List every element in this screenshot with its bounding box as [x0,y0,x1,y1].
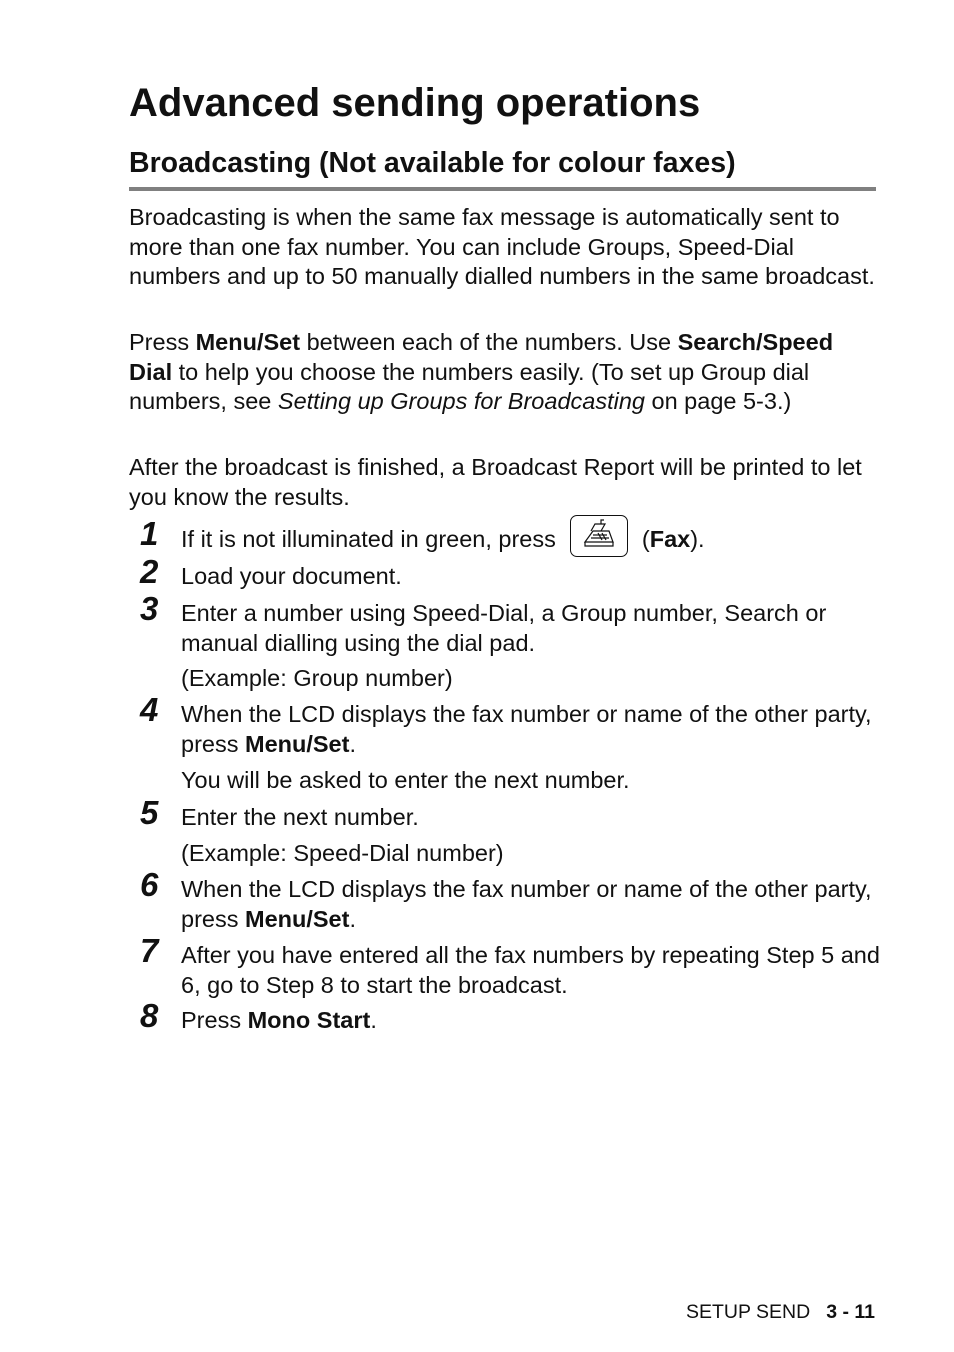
step-text: Enter the next number. [181,804,419,830]
section-title: Broadcasting (Not available for colour faxes) [129,147,736,179]
text-run: on page 5-3.) [644,388,792,414]
section-divider [129,187,876,191]
step-number: 8 [140,997,159,1034]
step-text [181,875,881,934]
step-number: 2 [140,553,159,590]
fax-key-label: Fax [649,526,691,553]
step-text [181,700,881,759]
report-paragraph: After the broadcast is finished, a Broadcast Report will be printed to let you know the results. [129,454,862,510]
step-text [181,1006,881,1036]
step-text: Enter a number using Speed-Dial, a Group number, Search or manual dialling using the dial pad. [181,600,827,656]
step-number: 5 [140,794,159,831]
page-number: 3 - 11 [826,1301,875,1323]
mono-start-key-label: Mono Start [247,1007,371,1033]
step-number: 6 [140,866,159,903]
step-number: 3 [140,590,159,627]
step-note: (Example: Group number) [181,665,453,691]
text-run: . [349,905,356,932]
step-text: After you have entered all the fax numbers by repeating Step 5 and 6, go to Step 8 to start the broadcast. [181,942,880,998]
menu-set-paragraph [129,328,879,417]
text-run: . [349,730,356,757]
text-run: between each of the numbers. Use [300,329,678,355]
step-note: (Example: Speed-Dial number) [181,840,504,866]
page-title: Advanced sending operations [129,81,701,125]
menu-set-key-label: Menu/Set [245,905,350,932]
step-text: Load your document. [181,563,402,589]
page-footer [686,1299,875,1325]
search-speed-dial-key-label: Search/Speed Dial [129,329,834,385]
step-text [181,525,881,557]
text-run: When the LCD displays the fax number or name of the other party, press [181,876,872,932]
step-note: You will be asked to enter the next number. [181,767,630,793]
text-run: . [370,1007,377,1033]
footer-section: SETUP SEND [685,1301,811,1323]
step-number: 4 [140,691,159,728]
step-number: 1 [140,515,159,552]
text-run: ( [641,526,650,553]
step-number: 7 [140,932,159,969]
menu-set-key-label: Menu/Set [245,730,350,757]
text-run: If it is not illuminated in green, press [181,526,556,553]
text-run: When the LCD displays the fax number or name of the other party, press [181,701,872,757]
text-run: Press [129,329,196,355]
text-run: to help you choose the numbers easily. (To set up Group dial numbers, see [129,358,810,414]
text-run: ). [690,526,705,553]
fax-machine-icon [570,515,628,557]
menu-set-key-label: Menu/Set [195,329,301,355]
text-run: Press [181,1007,248,1033]
intro-paragraph: Broadcasting is when the same fax message is automatically sent to more than one fax number. You can include Groups, Speed-Dial numbers and up to 50 manually dialled numbers in the same broadcast. [129,204,875,289]
cross-reference: Setting up Groups for Broadcasting [277,388,645,414]
